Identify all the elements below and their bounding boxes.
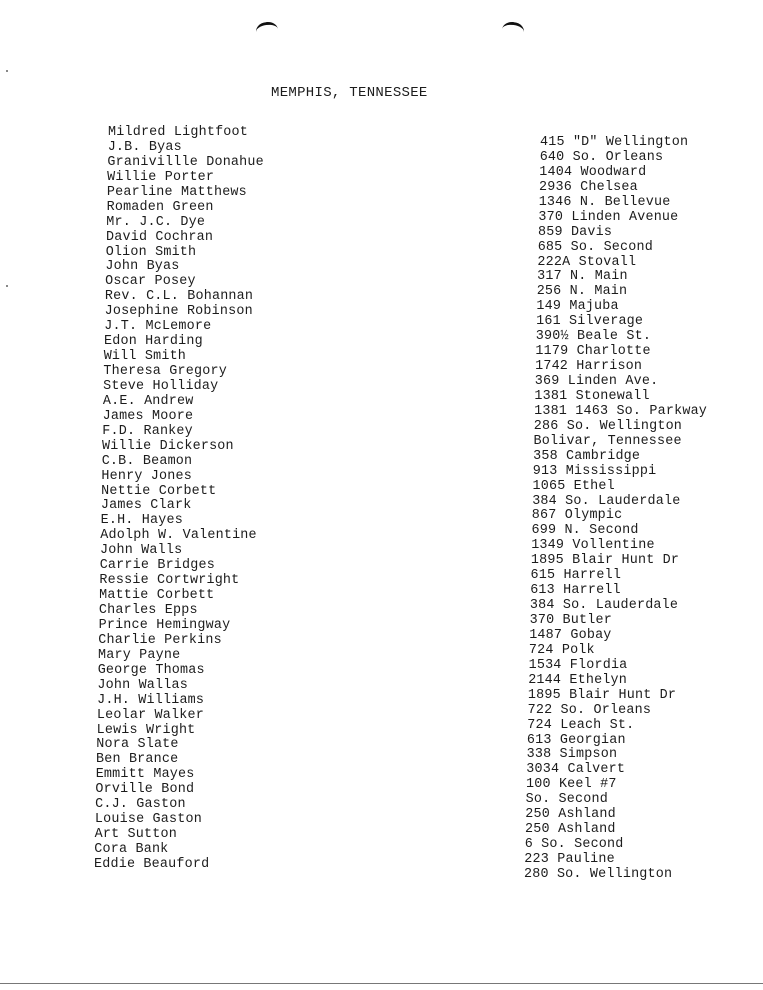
entry-address: 613 Georgian	[526, 732, 626, 748]
entry-name: E.H. Hayes	[100, 513, 183, 529]
entry-name: F.D. Rankey	[102, 423, 193, 439]
entry-address: 1404 Woodward	[539, 164, 647, 180]
entry-address: 1895 Blair Hunt Dr	[530, 553, 680, 569]
entry-name: Oscar Posey	[105, 274, 196, 290]
entry-address: 317 N. Main	[537, 269, 628, 285]
entry-name: Charles Epps	[98, 603, 198, 618]
entry-address: Bolivar, Tennessee	[533, 433, 682, 449]
entry-address: 286 So. Wellington	[533, 418, 683, 434]
entry-address: 256 N. Main	[536, 284, 628, 300]
entry-name: John Byas	[105, 259, 180, 275]
entry-address: 149 Majuba	[536, 299, 619, 315]
entry-address: 1534 Flordia	[528, 657, 628, 673]
entry-name: Leolar Walker	[96, 707, 204, 723]
name-column	[94, 126, 314, 873]
entry-name: Theresa Gregory	[103, 364, 227, 379]
entry-address: 222A Stovall	[537, 254, 637, 270]
entry-name: Mildred Lightfoot	[108, 125, 249, 140]
entry-name: Carrie Bridges	[99, 558, 215, 574]
entry-address: 699 N. Second	[531, 523, 639, 539]
entry-name: A.E. Andrew	[102, 393, 194, 409]
entry-name: Mattie Corbett	[99, 588, 215, 604]
entry-name: Art Sutton	[94, 827, 177, 843]
entry-name: Edon Harding	[104, 334, 203, 350]
entry-name: J.H. Williams	[97, 692, 205, 708]
entry-name: Romaden Green	[106, 199, 214, 215]
entry-address: 369 Linden Ave.	[534, 374, 659, 389]
entry-name: J.B. Byas	[107, 139, 182, 155]
entry-address: So. Second	[525, 792, 608, 808]
entry-name: Henry Jones	[101, 468, 192, 484]
entry-name: Mary Payne	[98, 647, 181, 663]
entry-name: Louise Gaston	[94, 812, 202, 828]
entry-address: 250 Ashland	[525, 822, 616, 838]
entry-address: 2144 Ethelyn	[528, 672, 628, 688]
entry-name: Josephine Robinson	[104, 304, 253, 320]
entry-name: David Cochran	[106, 229, 214, 245]
entry-address: 685 So. Second	[537, 239, 653, 255]
entry-name: Eddie Beauford	[94, 856, 210, 872]
entry-name: Rev. C.L. Bohannan	[104, 289, 254, 305]
entry-name: Granivillle Donahue	[107, 154, 264, 170]
entry-name: Charlie Perkins	[98, 632, 222, 648]
entry-name: Mr. J.C. Dye	[106, 214, 206, 230]
page-bottom-rule	[0, 983, 763, 984]
entry-name: Emmitt Mayes	[95, 767, 195, 783]
entry-address: 415 "D" Wellington	[540, 135, 689, 150]
entry-address: 1065 Ethel	[532, 478, 615, 494]
entry-name: Prince Hemingway	[98, 617, 231, 633]
entry-address: 1179 Charlotte	[535, 344, 651, 360]
entry-address: 1381 Stonewall	[534, 388, 650, 404]
entry-address: 370 Linden Avenue	[538, 209, 679, 225]
entry-address: 722 So. Orleans	[527, 702, 652, 718]
entry-address: 100 Keel #7	[526, 777, 617, 793]
entry-address: 1346 N. Bellevue	[538, 194, 671, 210]
page-title: MEMPHIS, TENNESSEE	[271, 85, 428, 101]
entry-address: 859 Davis	[538, 224, 613, 240]
entry-name: C.B. Beamon	[101, 453, 193, 469]
entry-name: Adolph W. Valentine	[100, 528, 257, 544]
entry-name: Nora Slate	[96, 737, 179, 753]
entry-name: Cora Bank	[94, 842, 169, 857]
entry-address: 6 So. Second	[524, 837, 624, 853]
entry-name: Nettie Corbett	[101, 483, 217, 499]
entry-name: James Moore	[102, 408, 194, 424]
entry-address: 384 So. Lauderdale	[529, 598, 679, 614]
entry-address: 913 Mississippi	[532, 463, 657, 479]
punch-hole-mark	[501, 21, 525, 41]
entry-name: J.T. McLemore	[104, 319, 212, 335]
entry-address: 724 Leach St.	[527, 717, 635, 733]
entry-name: Olion Smith	[105, 244, 197, 260]
entry-name: Ressie Cortwright	[99, 573, 240, 589]
entry-address: 640 So. Orleans	[539, 149, 664, 165]
entry-address: 615 Harrell	[530, 568, 622, 584]
entry-address: 338 Simpson	[526, 747, 618, 763]
entry-name: Steve Holliday	[103, 378, 219, 394]
entry-address: 2936 Chelsea	[539, 179, 638, 195]
entry-address: 223 Pauline	[524, 852, 615, 867]
entry-address: 613 Harrell	[530, 583, 621, 599]
entry-address: 1487 Gobay	[529, 627, 612, 643]
entry-name: Pearline Matthews	[106, 184, 247, 200]
entry-name: John Walls	[100, 543, 183, 559]
punch-hole-mark	[255, 21, 279, 41]
entry-name: James Clark	[100, 498, 192, 514]
entry-address: 1895 Blair Hunt Dr	[527, 687, 677, 703]
entry-name: Lewis Wright	[96, 722, 196, 738]
entry-name: C.J. Gaston	[95, 797, 186, 813]
entry-address: 1381 1463 So. Parkway	[534, 403, 708, 419]
address-column	[524, 136, 759, 883]
entry-address: 250 Ashland	[525, 807, 616, 823]
entry-address: 867 Olympic	[531, 508, 623, 524]
scan-speck	[6, 70, 8, 72]
entry-address: 390½ Beale St.	[535, 329, 652, 345]
entry-name: Willie Porter	[107, 169, 215, 185]
entry-address: 1742 Harrison	[535, 359, 643, 375]
entry-address: 358 Cambridge	[533, 448, 641, 464]
entry-name: Ben Brance	[96, 752, 179, 768]
entry-address: 280 So. Wellington	[524, 866, 673, 882]
entry-address: 1349 Vollentine	[531, 538, 655, 554]
entry-name: Willie Dickerson	[102, 438, 234, 454]
entry-name: Will Smith	[103, 349, 187, 365]
entry-address: 384 So. Lauderdale	[532, 493, 681, 509]
scan-speck	[6, 285, 8, 287]
entry-address: 370 Butler	[529, 613, 612, 628]
entry-address: 3034 Calvert	[526, 762, 626, 778]
entry-name: Orville Bond	[95, 782, 195, 798]
entry-name: George Thomas	[97, 662, 205, 678]
entry-address: 161 Silverage	[536, 314, 644, 330]
entry-address: 724 Polk	[528, 642, 595, 658]
entry-name: John Wallas	[97, 677, 188, 693]
